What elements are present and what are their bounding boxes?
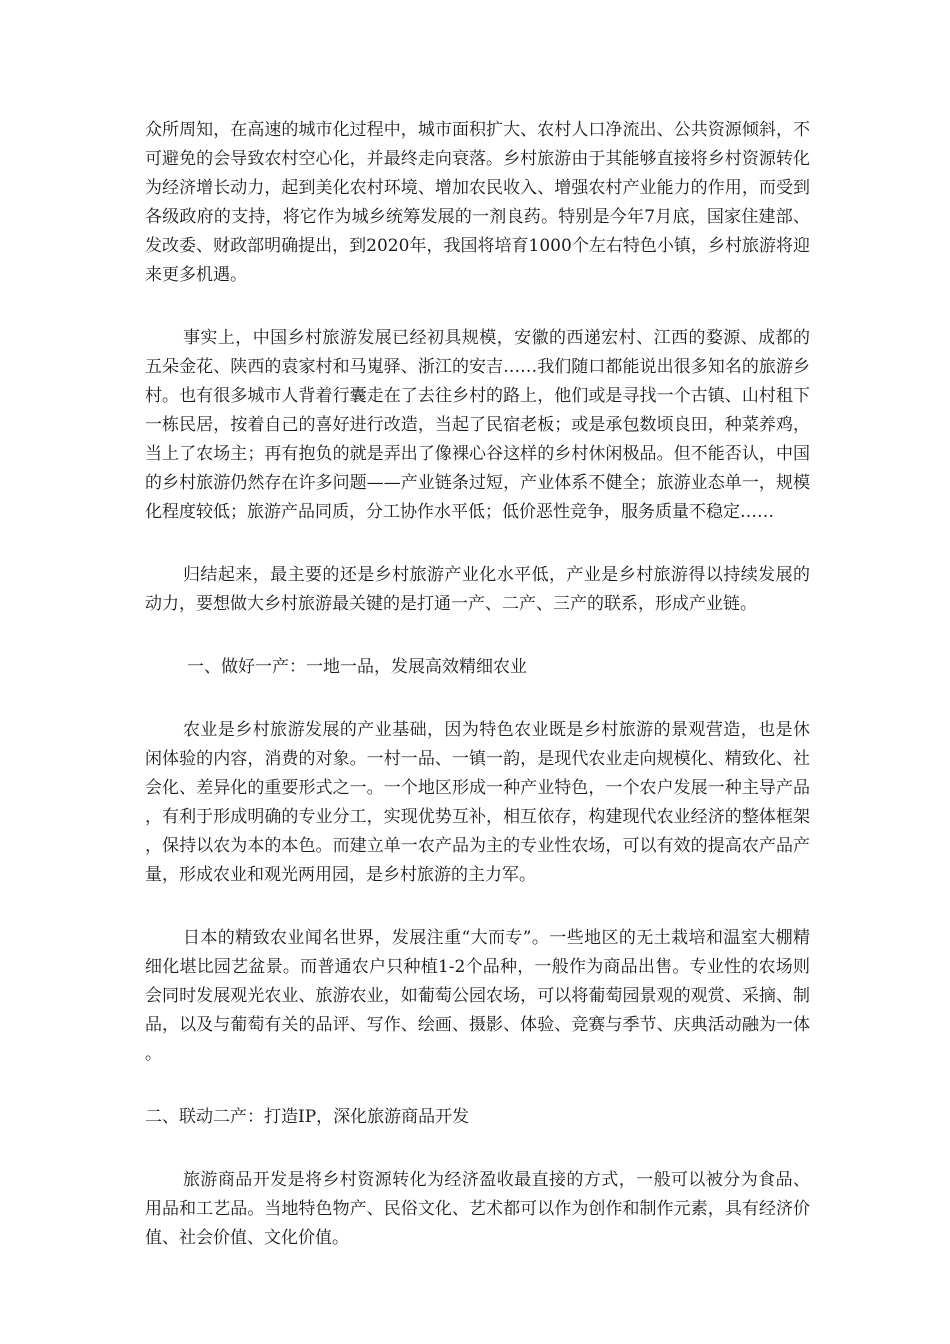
paragraph-japan-example: 日本的精致农业闻名世界，发展注重“大而专”。一些地区的无土栽培和温室大棚精细化堪比园艺盆景。而普通农户只种植1-2个品种，一般作为商品出售。专业性的农场则会同时发展观光农业、旅游农业，如葡萄公园农场，可以将葡萄园景观的观赏、采摘、制品，以及与葡萄有关的品评、写作、绘画、摄影、体验、竞赛与季节、庆典活动融为一体。 [145, 928, 810, 1064]
paragraph-summary: 归结起来，最主要的还是乡村旅游产业化水平低，产业是乡村旅游得以持续发展的动力，要想做大乡村旅游最关键的是打通一产、二产、三产的联系，形成产业链。 [145, 565, 810, 614]
section-heading-primary-industry: 一、做好一产：一地一品，发展高效精细农业 [187, 657, 527, 677]
paragraph-status-quo: 事实上，中国乡村旅游发展已经初具规模，安徽的西递宏村、江西的婺源、成都的五朵金花、陕西的袁家村和马嵬驿、浙江的安吉……我们随口都能说出很多知名的旅游乡村。也有很多城市人背着行囊走在了去往乡村的路上，他们或是寻找一个古镇、山村租下一栋民居，按着自己的喜好进行改造，当起了民宿老板；或是承包数顷良田，种菜养鸡，当上了农场主；再有抱负的就是弄出了像裸心谷这样的乡村休闲极品。但不能否认，中国的乡村旅游仍然存在许多问题——产业链条过短，产业体系不健全；旅游业态单一，规模化程度较低；旅游产品同质，分工协作水平低；低价恶性竞争，服务质量不稳定…… [145, 328, 810, 522]
document-body [145, 116, 810, 1253]
paragraph-tourism-products: 旅游商品开发是将乡村资源转化为经济盈收最直接的方式，一般可以被分为食品、用品和工艺品。当地特色物产、民俗文化、艺术都可以作为创作和制作元素，具有经济价值、社会价值、文化价值。 [145, 1170, 810, 1248]
paragraph-agriculture: 农业是乡村旅游发展的产业基础，因为特色农业既是乡村旅游的景观营造，也是休闲体验的内容，消费的对象。一村一品、一镇一韵，是现代农业走向规模化、精致化、社会化、差异化的重要形式之一。一个地区形成一种产业特色，一个农户发展一种主导产品，有利于形成明确的专业分工，实现优势互补，相互依存，构建现代农业经济的整体框架，保持以农为本的本色。而建立单一农产品为主的专业性农场，可以有效的提高农产品产量，形成农业和观光两用园，是乡村旅游的主力军。 [145, 720, 810, 885]
paragraph-intro: 众所周知，在高速的城市化过程中，城市面积扩大、农村人口净流出、公共资源倾斜，不可避免的会导致农村空心化，并最终走向衰落。乡村旅游由于其能够直接将乡村资源转化为经济增长动力，起到美化农村环境、增加农民收入、增强农村产业能力的作用，而受到各级政府的支持，将它作为城乡统筹发展的一剂良药。特别是今年7月底，国家住建部、发改委、财政部明确提出，到2020年，我国将培育1000个左右特色小镇，乡村旅游将迎来更多机遇。 [145, 120, 810, 285]
section-heading-secondary-industry: 二、联动二产：打造IP，深化旅游商品开发 [145, 1107, 470, 1127]
